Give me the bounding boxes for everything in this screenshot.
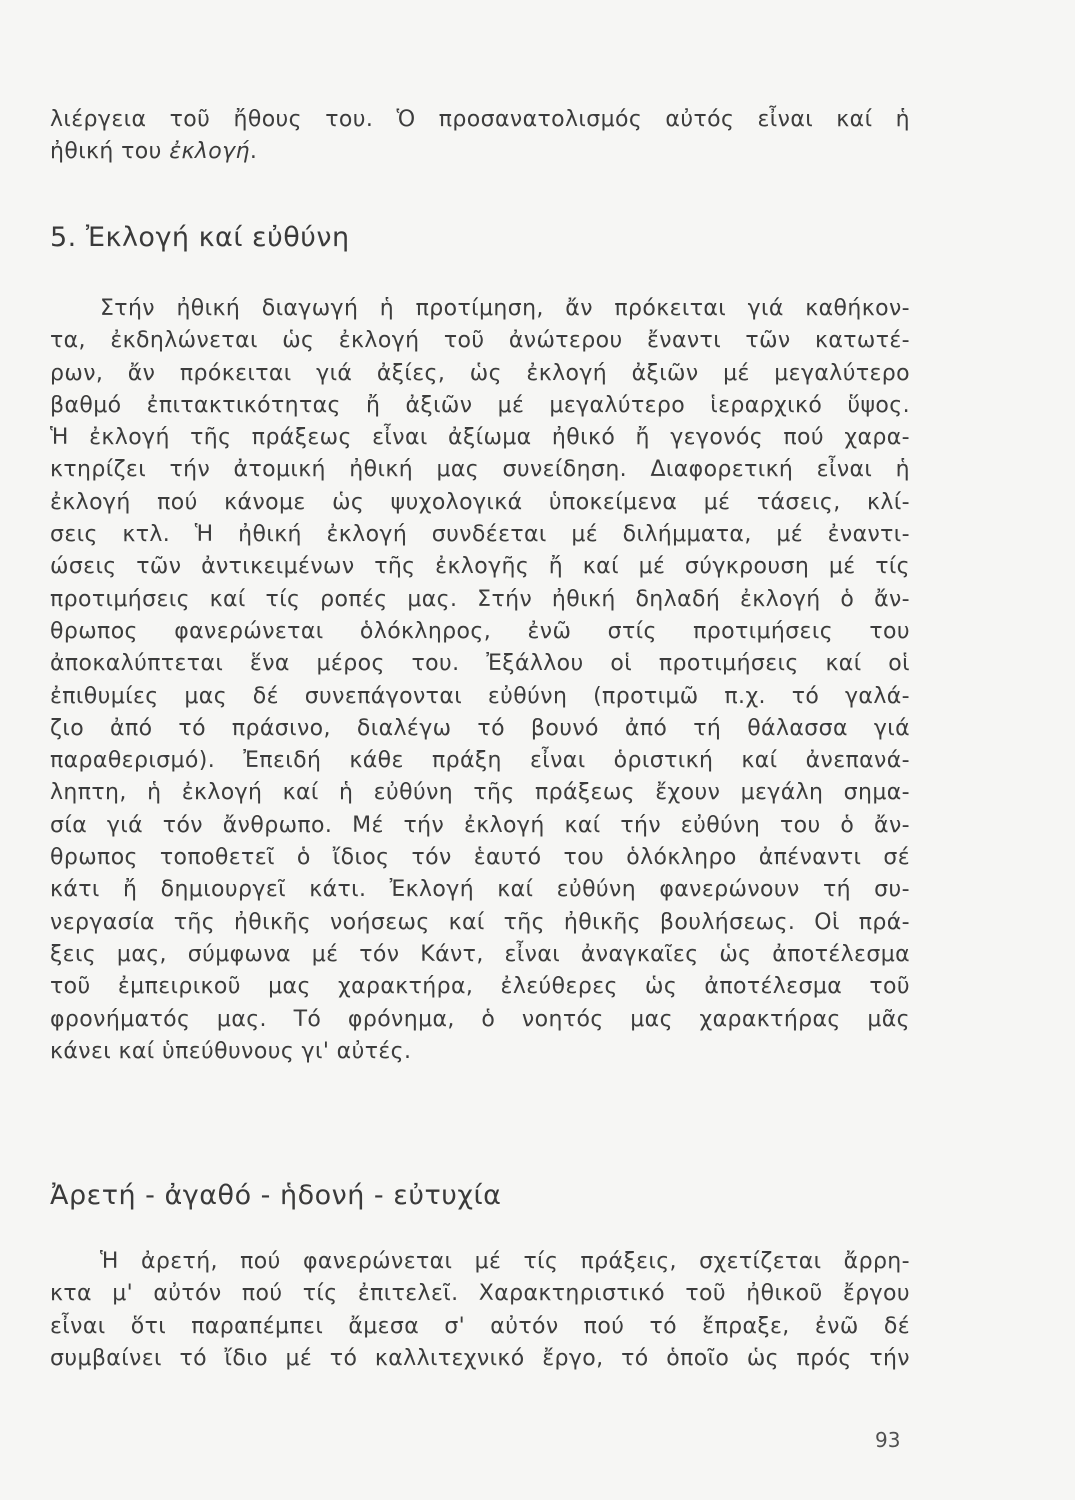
text-line: λιέργεια τοῦ ἤθους του. Ὁ προσανατολισμός αὐτός εἶναι καί ἡ (50, 107, 910, 132)
text-line: τοῦ ἐμπειρικοῦ μας χαρακτήρα, ἐλεύθερες ὡς ἀποτέλεσμα τοῦ (50, 974, 910, 1000)
text-line: ἀποκαλύπτεται ἕνα μέρος του. Ἐξάλλου οἱ προτιμήσεις καί οἱ (50, 651, 910, 677)
text-line: ξεις μας, σύμφωνα μέ τόν Κάντ, εἶναι ἀναγκαῖες ὡς ἀποτέλεσμα (50, 941, 910, 967)
text-line: θρωπος φανερώνεται ὁλόκληρος, ἐνῶ στίς προτιμήσεις του (50, 618, 910, 644)
text-line: ἐπιθυμίες μας δέ συνεπάγονται εὐθύνη (προτιμῶ π.χ. τό γαλά- (50, 683, 910, 709)
section-heading: 5. Ἐκλογή καί εὐθύνη (50, 222, 350, 253)
text-line: Ἡ ἀρετή, πού φανερώνεται μέ τίς πράξεις, σχετίζεται ἄρρη- (100, 1249, 910, 1274)
text-line: εἶναι ὅτι παραπέμπει ἄμεσα σ' αὐτόν πού τό ἔπραξε, ἐνῶ δέ (50, 1313, 910, 1339)
text-line: σεις κτλ. Ἡ ἠθική ἐκλογή συνδέεται μέ διλήμματα, μέ ἐναντι- (50, 522, 910, 548)
text-line: ἠθική του ἐκλογή. (50, 139, 258, 165)
text-line: κάτι ἤ δημιουργεῖ κάτι. Ἐκλογή καί εὐθύνη φανερώνουν τή συ- (50, 877, 910, 903)
text-line: παραθερισμό). Ἐπειδή κάθε πράξη εἶναι ὁριστική καί ἀνεπανά- (50, 748, 910, 774)
text-line: κάνει καί ὑπεύθυνους γι' αὐτές. (50, 1038, 412, 1064)
text-line: σία γιά τόν ἄνθρωπο. Μέ τήν ἐκλογή καί τήν εὐθύνη του ὁ ἄν- (50, 812, 910, 838)
section-heading: Ἀρετή - ἀγαθό - ἡδονή - εὐτυχία (50, 1180, 502, 1211)
page-number: 93 (875, 1428, 901, 1452)
text-line: ρων, ἄν πρόκειται γιά ἀξίες, ὡς ἐκλογή ἀξιῶν μέ μεγαλύτερο (50, 360, 910, 386)
section-5-paragraph (50, 293, 910, 1068)
text-line: ληπτη, ἡ ἐκλογή καί ἡ εὐθύνη τῆς πράξεως ἔχουν μεγάλη σημα- (50, 780, 910, 806)
text-line: ἐκλογή πού κάνομε ὡς ψυχολογικά ὑποκείμενα μέ τάσεις, κλί- (50, 489, 910, 515)
text-line: Στήν ἠθική διαγωγή ἡ προτίμηση, ἄν πρόκειται γιά καθήκον- (100, 296, 910, 321)
text-line: κτα μ' αὐτόν πού τίς ἐπιτελεῖ. Χαρακτηριστικό τοῦ ἠθικοῦ ἔργου (50, 1281, 910, 1307)
opening-paragraph (50, 104, 910, 169)
emphasized-word: ἐκλογή (169, 139, 250, 165)
text-line: νεργασία τῆς ἠθικῆς νοήσεως καί τῆς ἠθικῆς βουλήσεως. Οἱ πρά- (50, 909, 910, 935)
text-line: κτηρίζει τήν ἀτομική ἠθική μας συνείδηση. Διαφορετική εἶναι ἡ (50, 457, 910, 483)
text-line: προτιμήσεις καί τίς ροπές μας. Στήν ἠθική δηλαδή ἐκλογή ὁ ἄν- (50, 586, 910, 612)
text-line: ζιο ἀπό τό πράσινο, διαλέγω τό βουνό ἀπό τή θάλασσα γιά (50, 715, 910, 741)
text-line: θρωπος τοποθετεῖ ὁ ἴδιος τόν ἑαυτό του ὁλόκληρο ἀπέναντι σέ (50, 845, 910, 871)
text-line: τα, ἐκδηλώνεται ὡς ἐκλογή τοῦ ἀνώτερου ἔναντι τῶν κατωτέ- (50, 328, 910, 354)
text-line: βαθμό ἐπιτακτικότητας ἤ ἀξιῶν μέ μεγαλύτερο ἱεραρχικό ὕψος. (50, 392, 910, 418)
virtue-paragraph (50, 1246, 910, 1375)
text-line: φρονήματός μας. Τό φρόνημα, ὁ νοητός μας χαρακτήρας μᾶς (50, 1006, 910, 1032)
text-line: Ἡ ἐκλογή τῆς πράξεως εἶναι ἀξίωμα ἠθικό ἤ γεγονός πού χαρα- (50, 425, 910, 451)
text-line: συμβαίνει τό ἴδιο μέ τό καλλιτεχνικό ἔργο, τό ὁποῖο ὡς πρός τήν (50, 1345, 910, 1371)
text-line: ώσεις τῶν ἀντικειμένων τῆς ἐκλογῆς ἤ καί μέ σύγκρουση μέ τίς (50, 554, 910, 580)
